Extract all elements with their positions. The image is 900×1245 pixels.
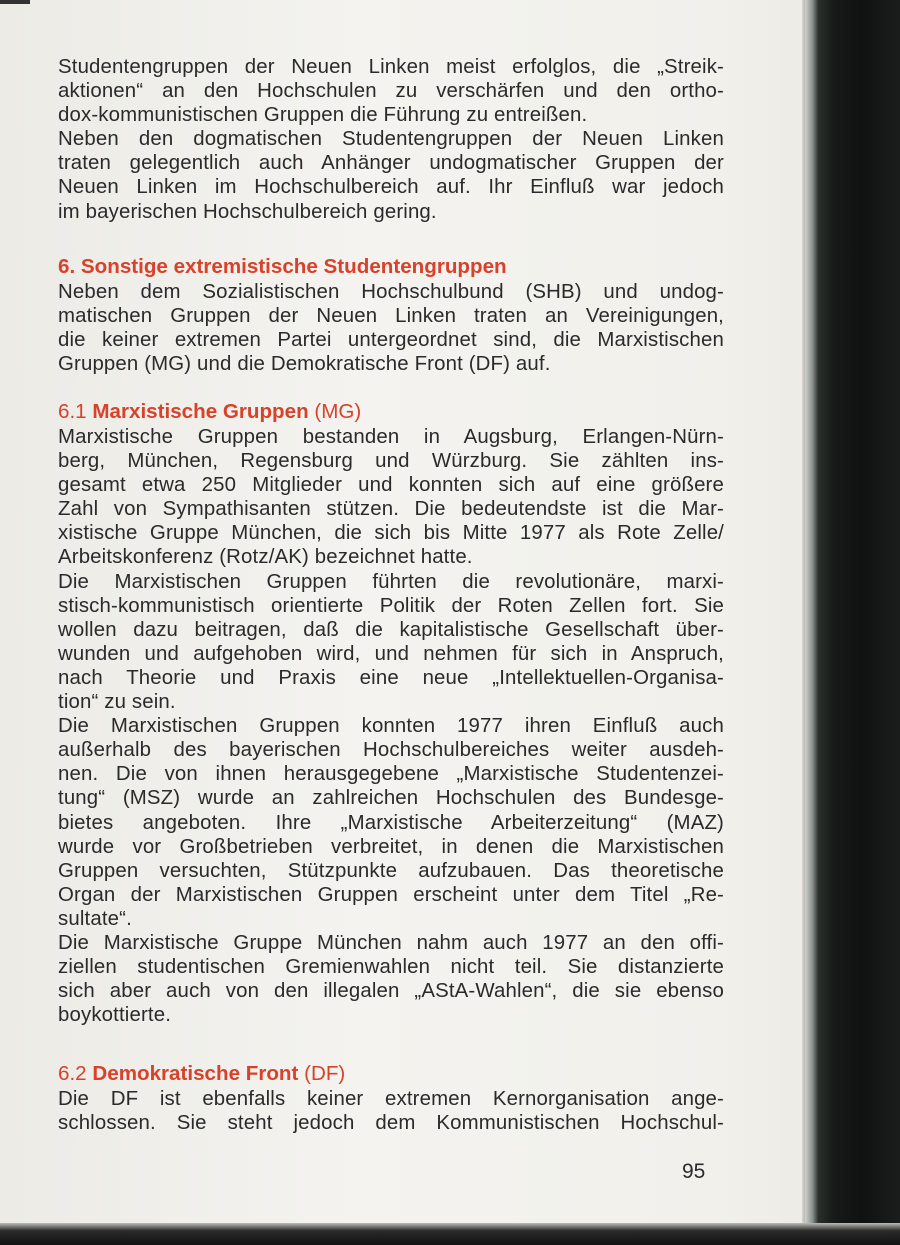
- text-line: Studentengruppen der Neuen Linken meist erfolglos, die „Streik-: [58, 56, 724, 78]
- text-line: matischen Gruppen der Neuen Linken traten an Vereinigungen,: [58, 305, 724, 328]
- section-number: 6.: [58, 255, 76, 278]
- text-line: wollen dazu beitragen, daß die kapitalistische Gesellschaft über-: [58, 618, 724, 641]
- text-line: Neben dem Sozialistischen Hochschulbund (SHB) und undog-: [58, 281, 724, 303]
- page-number: 95: [682, 1160, 706, 1183]
- section-abbreviation: (MG): [314, 400, 362, 423]
- paragraph-block-2: [58, 280, 724, 376]
- text-line: Die Marxistischen Gruppen konnten 1977 ihren Einfluß auch: [58, 715, 724, 738]
- text-line: boykottierte.: [58, 1004, 172, 1027]
- text-line: Organ der Marxistischen Gruppen erscheint unter dem Titel „Re-: [58, 883, 724, 906]
- text-line: außerhalb des bayerischen Hochschulbereiches weiter ausdeh-: [58, 739, 724, 762]
- text-line: Gruppen versuchten, Stützpunkte aufzubauen. Das theoretische: [58, 859, 724, 882]
- text-line: Arbeitskonferenz (Rotz/AK) bezeichnet hatte.: [58, 546, 473, 569]
- text-line: aktionen“ an den Hochschulen zu verschärfen und den ortho-: [58, 80, 724, 103]
- text-line: Neben den dogmatischen Studentengruppen der Neuen Linken: [58, 128, 724, 151]
- text-line: Marxistische Gruppen bestanden in Augsburg, Erlangen-Nürn-: [58, 426, 724, 448]
- section-abbreviation: (DF): [304, 1062, 346, 1085]
- text-line: Die Marxistischen Gruppen führten die revolutionäre, marxi-: [58, 570, 724, 593]
- scan-bottom-edge: [0, 1223, 900, 1245]
- section-title: Marxistische Gruppen: [92, 400, 309, 423]
- section-title: Sonstige extremistische Studentengruppen: [80, 255, 507, 278]
- section-heading-6-2: [58, 1062, 345, 1086]
- text-line: tion“ zu sein.: [58, 691, 176, 714]
- section-number: 6.2: [58, 1062, 87, 1085]
- text-line: ziellen studentischen Gremienwahlen nicht teil. Sie distanzierte: [58, 956, 724, 979]
- section-number: 6.1: [58, 400, 87, 423]
- section-title: Demokratische Front: [92, 1062, 299, 1085]
- text-line: im bayerischen Hochschulbereich gering.: [58, 200, 437, 223]
- paragraph-block-3: [58, 425, 724, 1027]
- text-line: Zahl von Sympathisanten stützen. Die bedeutendste ist die Mar-: [58, 498, 724, 521]
- text-line: wurde vor Großbetrieben verbreitet, in denen die Marxistischen: [58, 835, 724, 858]
- text-line: tung“ (MSZ) wurde an zahlreichen Hochschulen des Bundesge-: [58, 787, 724, 810]
- text-line: gesamt etwa 250 Mitglieder und konnten sich auf eine größere: [58, 474, 724, 497]
- text-line: bietes angeboten. Ihre „Marxistische Arbeiterzeitung“ (MAZ): [58, 811, 724, 834]
- text-line: nach Theorie und Praxis eine neue „Intellektuellen-Organisa-: [58, 666, 724, 689]
- text-line: nen. Die von ihnen herausgegebene „Marxistische Studentenzei-: [58, 763, 724, 786]
- text-line: wunden und aufgehoben wird, und nehmen für sich in Anspruch,: [58, 642, 724, 665]
- text-line: Gruppen (MG) und die Demokratische Front (DF) auf.: [58, 353, 551, 376]
- text-line: Die DF ist ebenfalls keiner extremen Kernorganisation ange-: [58, 1088, 724, 1110]
- section-heading-6: [58, 255, 507, 279]
- paragraph-block-4: [58, 1087, 724, 1135]
- text-line: dox-kommunistischen Gruppen die Führung zu entreißen.: [58, 104, 588, 127]
- text-line: Neuen Linken im Hochschulbereich auf. Ihr Einfluß war jedoch: [58, 176, 724, 199]
- text-line: sultate“.: [58, 907, 132, 930]
- text-line: traten gelegentlich auch Anhänger undogmatischer Gruppen der: [58, 152, 724, 175]
- text-line: die keiner extremen Partei untergeordnet sind, die Marxistischen: [58, 329, 724, 352]
- text-line: schlossen. Sie steht jedoch dem Kommunistischen Hochschul-: [58, 1112, 724, 1135]
- text-line: Die Marxistische Gruppe München nahm auch 1977 an den offi-: [58, 931, 724, 954]
- text-line: xistische Gruppe München, die sich bis Mitte 1977 als Rote Zelle/: [58, 522, 724, 545]
- section-heading-6-1: [58, 400, 361, 424]
- paragraph-block-1: [58, 55, 724, 224]
- scan-corner-mark: [0, 0, 30, 4]
- text-line: sich aber auch von den illegalen „AStA-Wahlen“, die sie ebenso: [58, 980, 724, 1003]
- text-line: stisch-kommunistisch orientierte Politik der Roten Zellen fort. Sie: [58, 594, 724, 617]
- text-line: berg, München, Regensburg und Würzburg. Sie zählten ins-: [58, 450, 724, 473]
- book-spine: [805, 0, 900, 1245]
